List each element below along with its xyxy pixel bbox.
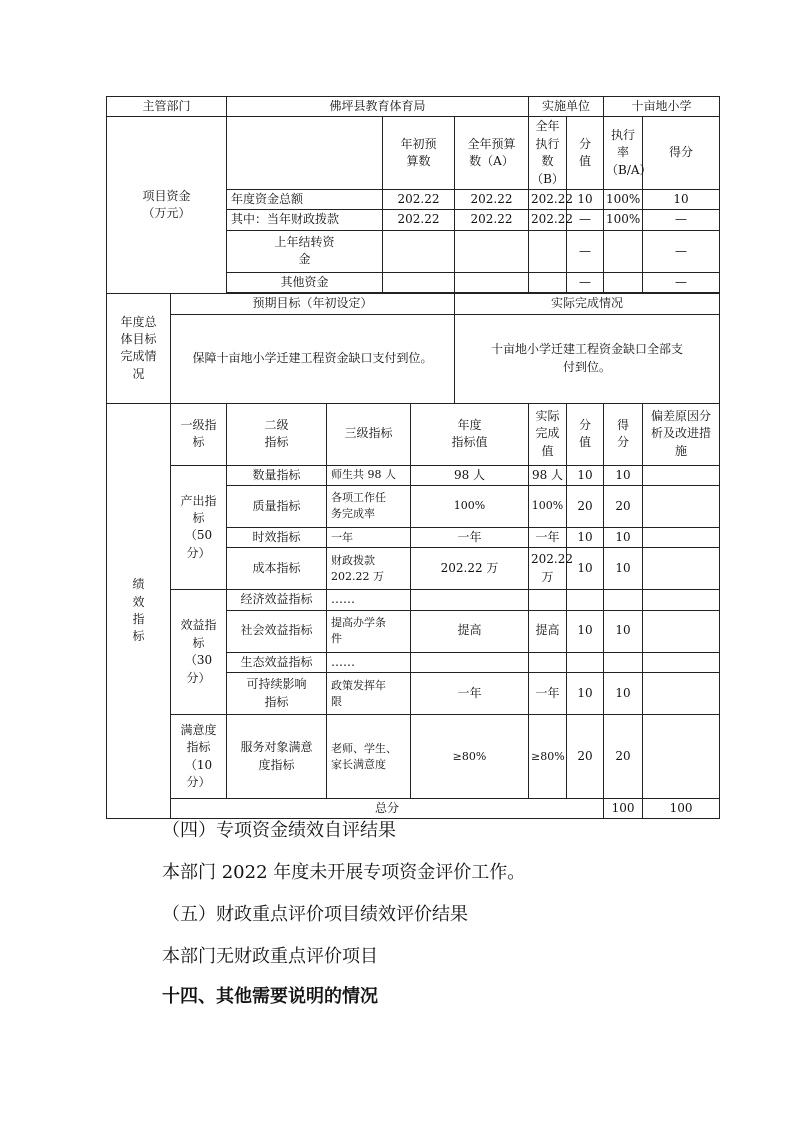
l2-cell: 时效指标 (227, 527, 327, 547)
total-score: 100 (643, 799, 720, 819)
col-initial: 年初预 算数 (383, 117, 455, 190)
sv-cell: 20 (567, 715, 604, 799)
reason-cell (643, 652, 720, 672)
l3-cell: 各项工作任 务完成率 (327, 485, 411, 527)
col-annual: 全年预算 数（A） (455, 117, 529, 190)
l3-cell: 政策发挥年 限 (327, 673, 411, 715)
actual-cell (529, 590, 567, 610)
dept-value: 佛坪县教育体育局 (227, 97, 529, 117)
target-cell (411, 652, 529, 672)
impl-label: 实施单位 (529, 97, 604, 117)
total-value: 100 (604, 799, 643, 819)
funds-row-annual: 202.22 (455, 189, 529, 209)
funds-label: 项目资金 （万元） (107, 117, 227, 294)
sv-cell (567, 652, 604, 672)
funds-row-exec: 202.22 (529, 210, 567, 230)
sv-cell: 10 (567, 548, 604, 590)
paragraph-5: 本部门无财政重点评价项目 (162, 946, 378, 967)
target-cell: 一年 (411, 527, 529, 547)
reason-cell (643, 527, 720, 547)
funds-row-annual (455, 272, 529, 292)
actual-cell: 一年 (529, 527, 567, 547)
funds-row-exec: 202.22 (529, 189, 567, 209)
heading-14: 十四、其他需要说明的情况 (162, 986, 378, 1007)
goal-expected-text: 保障十亩地小学迁建工程资金缺口支付到位。 (171, 314, 455, 403)
sc-cell: 10 (604, 548, 643, 590)
funds-row-exec (529, 272, 567, 292)
sv-cell: 20 (567, 485, 604, 527)
target-cell: 一年 (411, 673, 529, 715)
l2-cell: 可持续影响 指标 (227, 673, 327, 715)
l3-cell: 一年 (327, 527, 411, 547)
h-level2: 二级 指标 (227, 403, 327, 465)
sv-cell: 10 (567, 610, 604, 652)
funds-row-initial (383, 230, 455, 272)
performance-table (106, 96, 720, 819)
l2-cell: 经济效益指标 (227, 590, 327, 610)
funds-row-annual: 202.22 (455, 210, 529, 230)
funds-row-score-value: — (567, 230, 604, 272)
h-target: 年度 指标值 (411, 403, 529, 465)
sc-cell: 10 (604, 673, 643, 715)
goal-label: 年度总 体目标 完成情 况 (107, 294, 171, 403)
satisfaction-label: 满意度 指标 （10 分） (171, 715, 227, 799)
funds-row-label: 其中：当年财政拨款 (227, 210, 383, 230)
l3-cell: 财政拨款 202.22 万 (327, 548, 411, 590)
heading-5: （五）财政重点评价项目绩效评价结果 (162, 904, 468, 925)
l2-cell: 社会效益指标 (227, 610, 327, 652)
funds-row-label: 其他资金 (227, 272, 383, 292)
h-level3: 三级指标 (327, 403, 411, 465)
funds-row-rate (604, 272, 643, 292)
l3-cell: 老师、学生、 家长满意度 (327, 715, 411, 799)
funds-row-score: — (643, 210, 720, 230)
funds-row-label: 上年结转资 金 (227, 230, 383, 272)
col-score: 得分 (643, 117, 720, 190)
l3-cell: 提高办学条 件 (327, 610, 411, 652)
funds-row-rate: 100% (604, 210, 643, 230)
reason-cell (643, 548, 720, 590)
goal-actual-label: 实际完成情况 (455, 294, 720, 314)
goal-actual-text: 十亩地小学迁建工程资金缺口全部支 付到位。 (455, 314, 720, 403)
l2-cell: 成本指标 (227, 548, 327, 590)
target-cell: 100% (411, 485, 529, 527)
funds-row-score: — (643, 230, 720, 272)
sv-cell: 10 (567, 465, 604, 485)
goal-expected-label: 预期目标（年初设定） (171, 294, 455, 314)
l2-cell: 质量指标 (227, 485, 327, 527)
col-exec: 全年执行 数（B） (529, 117, 567, 190)
sc-cell: 10 (604, 465, 643, 485)
reason-cell (643, 715, 720, 799)
funds-row-score-value: 10 (567, 189, 604, 209)
col-score-value: 分 值 (567, 117, 604, 190)
h-score-value: 分 值 (567, 403, 604, 465)
dept-label: 主管部门 (107, 97, 227, 117)
h-reason: 偏差原因分 析及改进措 施 (643, 403, 720, 465)
actual-cell: 提高 (529, 610, 567, 652)
sv-cell: 10 (567, 673, 604, 715)
target-cell: 提高 (411, 610, 529, 652)
reason-cell (643, 485, 720, 527)
l2-cell: 生态效益指标 (227, 652, 327, 672)
actual-cell: 98 人 (529, 465, 567, 485)
target-cell (411, 590, 529, 610)
funds-row-rate: 100% (604, 189, 643, 209)
l3-cell: …… (327, 652, 411, 672)
funds-row-label: 年度资金总额 (227, 189, 383, 209)
l3-cell: 师生共 98 人 (327, 465, 411, 485)
reason-cell (643, 610, 720, 652)
actual-cell: 202.22 万 (529, 548, 567, 590)
reason-cell (643, 590, 720, 610)
h-score: 得 分 (604, 403, 643, 465)
sc-cell (604, 590, 643, 610)
actual-cell: 100% (529, 485, 567, 527)
paragraph-4: 本部门 2022 年度未开展专项资金评价工作。 (162, 862, 526, 883)
funds-row-annual (455, 230, 529, 272)
sc-cell: 10 (604, 527, 643, 547)
output-label: 产出指 标 （50 分） (171, 465, 227, 590)
actual-cell: ≥80% (529, 715, 567, 799)
heading-4: （四）专项资金绩效自评结果 (162, 820, 396, 841)
funds-row-initial (383, 272, 455, 292)
sc-cell: 10 (604, 610, 643, 652)
funds-row-score: 10 (643, 189, 720, 209)
target-cell: 98 人 (411, 465, 529, 485)
actual-cell: 一年 (529, 673, 567, 715)
sc-cell: 20 (604, 485, 643, 527)
actual-cell (529, 652, 567, 672)
sv-cell (567, 590, 604, 610)
impl-value: 十亩地小学 (604, 97, 720, 117)
funds-row-exec (529, 230, 567, 272)
l3-cell: …… (327, 590, 411, 610)
funds-row-rate (604, 230, 643, 272)
target-cell: ≥80% (411, 715, 529, 799)
funds-row-score-value: — (567, 272, 604, 292)
funds-row-initial: 202.22 (383, 210, 455, 230)
sc-cell: 20 (604, 715, 643, 799)
funds-row-score-value: — (567, 210, 604, 230)
sv-cell: 10 (567, 527, 604, 547)
reason-cell (643, 465, 720, 485)
total-label: 总分 (171, 799, 604, 819)
h-level1: 一级指 标 (171, 403, 227, 465)
benefit-label: 效益指 标 （30 分） (171, 590, 227, 715)
col-rate: 执行率 （B/A） (604, 117, 643, 190)
funds-row-initial: 202.22 (383, 189, 455, 209)
l2-cell: 服务对象满意 度指标 (227, 715, 327, 799)
target-cell: 202.22 万 (411, 548, 529, 590)
h-actual: 实际 完成值 (529, 403, 567, 465)
l2-cell: 数量指标 (227, 465, 327, 485)
sc-cell (604, 652, 643, 672)
perf-label: 绩 效 指 标 (107, 403, 171, 819)
reason-cell (643, 673, 720, 715)
funds-row-score: — (643, 272, 720, 292)
